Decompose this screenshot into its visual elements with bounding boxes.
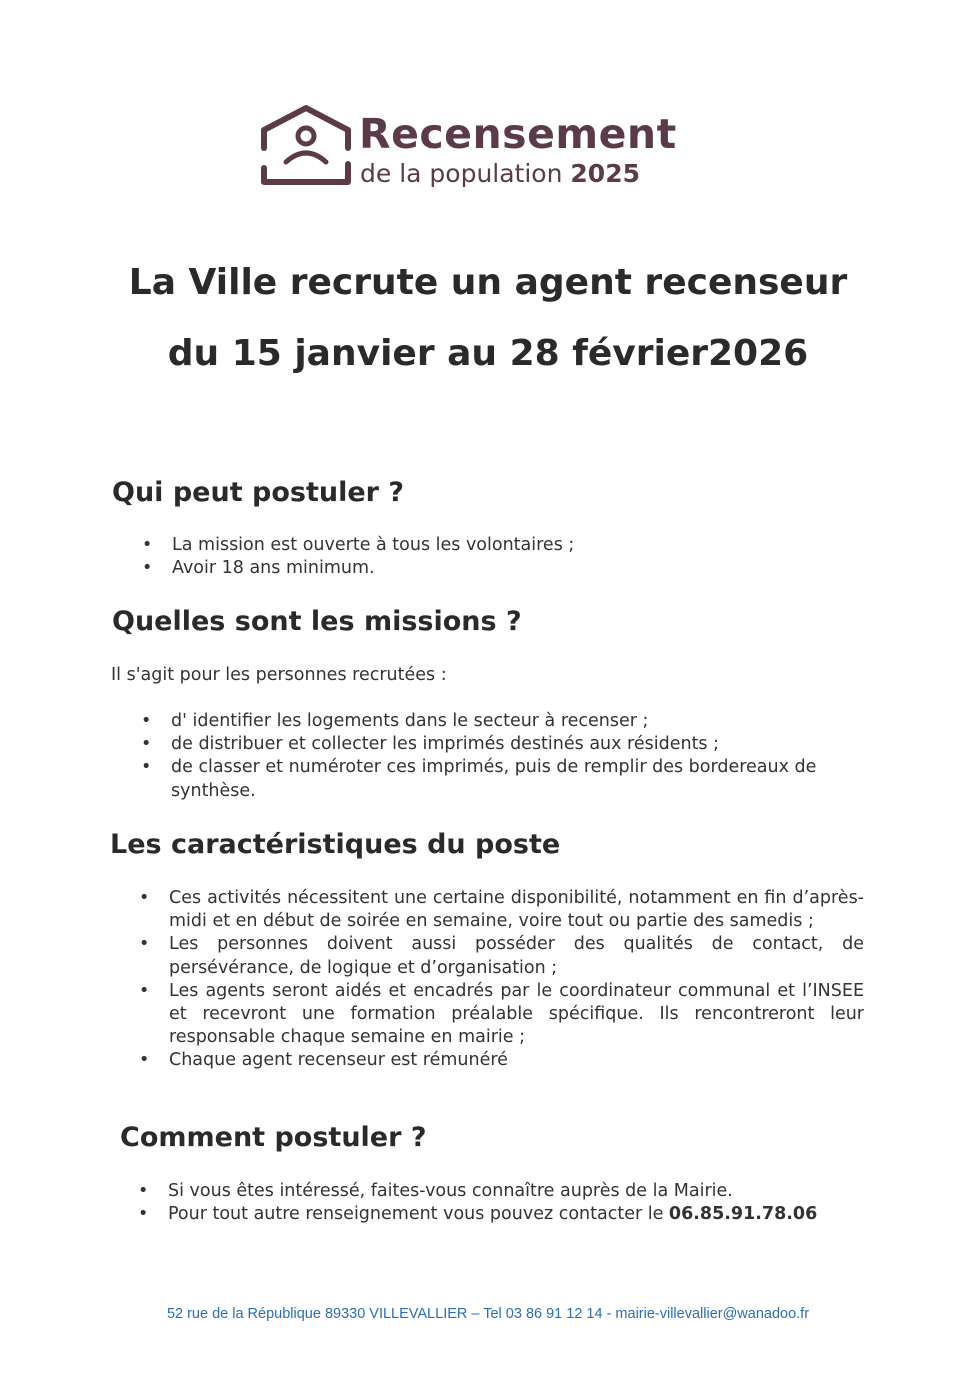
missions-intro: Il s'agit pour les personnes recrutées : (111, 665, 447, 685)
list-item (139, 1049, 864, 1072)
bullet-icon: • (138, 1181, 149, 1201)
footer-address: 52 rue de la République 89330 VILLEVALLIER – Tel 03 86 91 12 14 - mairie-villevallier@wanadoo.fr (166, 1306, 810, 1322)
list-item-text: Si vous êtes intéressé, faites-vous connaître auprès de la Mairie. (168, 1181, 733, 1201)
list-item-text: Avoir 18 ans minimum. (172, 558, 375, 579)
list-item (139, 887, 864, 933)
section-title-features: Les caractéristiques du poste (110, 829, 561, 860)
bullet-icon: • (141, 711, 152, 731)
section-title-who: Qui peut postuler ? (112, 477, 405, 508)
list-item (141, 733, 865, 756)
list-item-text: Chaque agent recenseur est rémunéré (169, 1050, 508, 1071)
missions-list (141, 710, 865, 803)
recensement-logo (260, 104, 710, 194)
bullet-icon: • (141, 757, 152, 778)
list-item-text: Les personnes doivent aussi posséder des qualités de contact, de persévérance, de logique et d’organisation ; (169, 934, 864, 978)
list-item (138, 1203, 868, 1226)
house-person-icon (260, 104, 352, 188)
bullet-icon: • (138, 1204, 149, 1225)
list-item-text: Les agents seront aidés et encadrés par le coordinateur communal et l’INSEE et recevront une formation préalable spécifique. Ils rencontreront leur responsable chaque semaine en mairie ; (169, 980, 864, 1048)
headline-line-1: La Ville recrute un agent recenseur (128, 262, 848, 303)
bullet-icon: • (139, 980, 150, 1001)
bullet-icon: • (139, 1050, 150, 1071)
logo-subtitle-text: de la population (360, 159, 563, 188)
logo-year: 2025 (570, 159, 640, 188)
list-item (139, 980, 864, 1050)
bullet-icon: • (142, 558, 153, 579)
list-item (142, 557, 872, 580)
bullet-icon: • (141, 734, 152, 755)
logo-subtitle (360, 161, 640, 186)
list-item-text: Ces activités nécessitent une certaine disponibilité, notamment en fin d’après-midi et en début de soirée en semaine, voire tout ou partie des samedis ; (169, 888, 864, 932)
bullet-icon: • (139, 888, 150, 908)
who-list (142, 534, 872, 580)
section-title-missions: Quelles sont les missions ? (112, 606, 522, 637)
apply-list (138, 1180, 868, 1226)
list-item-text: d' identifier les logements dans le secteur à recenser ; (171, 711, 649, 731)
bullet-icon: • (142, 535, 153, 555)
list-item (141, 756, 865, 802)
section-title-apply: Comment postuler ? (120, 1122, 427, 1153)
list-item (141, 710, 865, 733)
list-item-text: de classer et numéroter ces imprimés, puis de remplir des bordereaux de synthèse. (171, 757, 817, 801)
list-item-text: de distribuer et collecter les imprimés destinés aux résidents ; (171, 734, 720, 755)
list-item-text: La mission est ouverte à tous les volontaires ; (172, 535, 575, 555)
contact-phone: 06.85.91.78.06 (668, 1204, 818, 1225)
list-item (138, 1180, 868, 1203)
list-item (139, 933, 864, 979)
list-item-text: Pour tout autre renseignement vous pouvez contacter le (168, 1204, 669, 1225)
headline-line-2: du 15 janvier au 28 février2026 (167, 333, 809, 374)
bullet-icon: • (139, 934, 150, 955)
features-list (139, 887, 864, 1073)
list-item (142, 534, 872, 557)
logo-title: Recensement (359, 110, 677, 158)
